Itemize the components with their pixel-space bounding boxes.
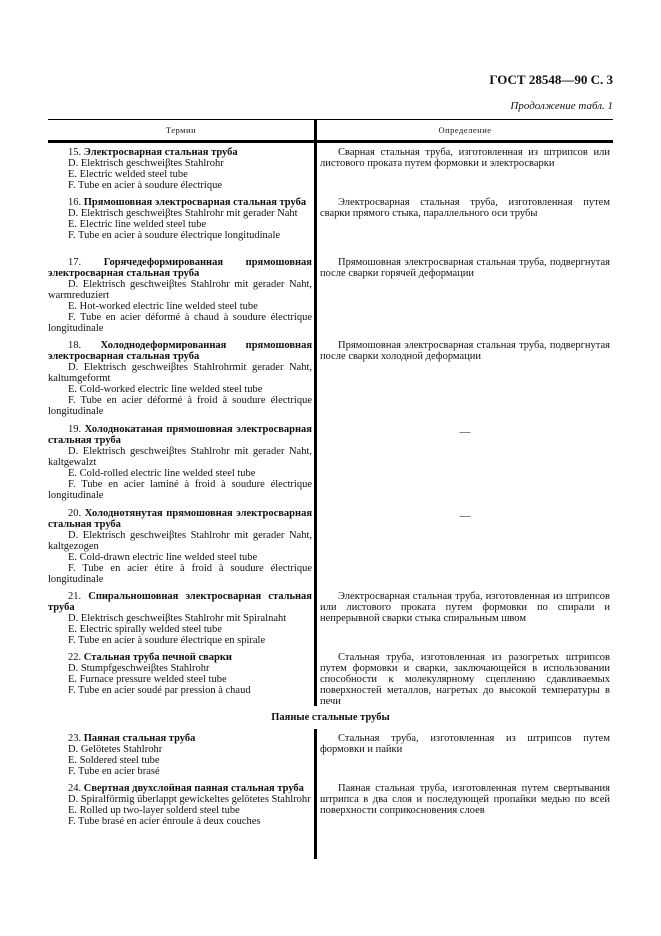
header-bottom-rule [48,140,613,143]
term-cell [48,257,312,334]
column-divider [314,119,317,706]
term-translation-d: D. Elektrisch geschweiβtes Stahlrohr mit Spiralnaht [68,613,287,624]
term-title [48,652,312,663]
term-translation-d: D. Elektrisch geschweiβtes Stahlrohr mit gerader Naht [68,208,298,219]
term-translation-f: F. Tube brasé en acier énroule à deux couches [68,816,261,827]
term-translation-d: D. Gelötetes Stahlrohr [68,744,163,755]
definition-cell: Сварная стальная труба, изготовленная из штрипсов или листового проката путем формовки и электросварки [320,147,610,169]
term-number: 23. [68,733,82,744]
term-title [48,147,312,158]
term-title [48,508,312,530]
term-translation-f: F. Tube en acier à soudure électrique longitudinale [68,230,281,241]
term-cell [48,197,312,241]
term-translation-e: E. Hot-worked electric line welded steel tube [68,301,258,312]
term-number: 21. [68,591,82,602]
term-title [48,783,312,794]
term-number: 22. [68,652,82,663]
definition-cell: — [459,426,471,438]
term-number: 18. [68,340,82,351]
document-id: ГОСТ 28548—90 С. 3 [489,72,613,87]
term-translation-d: D. Elektrisch geschweiβtes Stahlrohr mit gerader Naht, kaltgewalzt [48,446,312,468]
term-title [48,591,312,613]
term-translation-e: E. Electric line welded steel tube [68,219,207,230]
term-translation-e: E. Rolled up two-layer solderd steel tube [68,805,240,816]
term-title [48,340,312,362]
term-translation-d: D. Spiralförmig überlappt gewickeltes gelötetes Stahlrohr [68,794,311,805]
term-number: 24. [68,783,82,794]
term-translation-f: F. Tube en acier à soudure électrique [68,180,222,191]
term-cell [48,508,312,585]
definition-cell: Стальная труба, изготовленная из штрипсов путем формовки и пайки [320,733,610,755]
term-translation-e: E. Cold-rolled electric line welded steel tube [68,468,256,479]
term-title [48,197,312,208]
column-header-definition: Определение [438,125,492,135]
term-title [48,424,312,446]
term-translation-d: D. Elektrisch geschweiβtes Stahlrohrmit gerader Naht, kaltumgeformt [48,362,312,384]
term-number: 15. [68,147,82,158]
section-title: Паяные стальные трубы [271,712,390,723]
term-name: Спиральношовная электросварная стальная труба [48,591,312,613]
term-number: 16. [68,197,82,208]
term-translation-e: E. Furnace pressure welded steel tube [68,674,227,685]
term-translation-f: F. Tube en acier à soudure électrique en spirale [68,635,266,646]
term-cell [48,652,312,696]
definition-cell: Стальная труба, изготовленная из разогретых штрипсов путем формовки и сварки, заключающейся в использовании способности к молекулярному сцеплению сдавливаемых поверхностей металлов, нагретых до высокой температуры в печи [320,652,610,707]
definition-cell: Прямошовная электросварная стальная труба, подвергнутая после сварки холодной деформации [320,340,610,362]
term-cell [48,424,312,501]
term-translation-d: D. Stumpfgeschweiβtes Stahlrohr [68,663,210,674]
term-translation-f: F. Tube en acier laminé à froid à soudure électrique longitudinale [48,479,312,501]
term-name: Холоднодеформированная прямошовная электросварная стальная труба [48,340,312,362]
term-translation-d: D. Elektrisch geschweiβtes Stahlrohr [68,158,224,169]
term-translation-e: E. Cold-worked electric line welded steel tube [68,384,263,395]
term-title [48,257,312,279]
term-translation-e: E. Soldered steel tube [68,755,160,766]
term-translation-f: F. Tube en acier étire à froid à soudure électrique longitudinale [48,563,312,585]
term-title [48,733,312,744]
term-translation-e: E. Electric spirally welded steel tube [68,624,222,635]
term-name: Прямошовная электросварная стальная труба [83,197,307,208]
term-cell [48,147,312,191]
term-translation-f: F. Tube en acier soudé par pression à chaud [68,685,251,696]
term-cell [48,340,312,417]
term-number: 19. [68,424,82,435]
definition-cell: Прямошовная электросварная стальная труба, подвергнутая после сварки горячей деформации [320,257,610,279]
term-name: Холоднокатаная прямошовная электросварная стальная труба [48,424,312,446]
column-header-term: Термин [165,125,197,135]
term-translation-f: F. Tube en acier déformé à froid à soudure électrique longitudinale [48,395,312,417]
term-name: Стальная труба печной сварки [83,652,232,663]
term-name: Горячедеформированная прямошовная электросварная стальная труба [48,257,312,279]
column-divider [314,729,317,859]
term-name: Холоднотянутая прямошовная электросварная стальная труба [48,508,312,530]
term-cell [48,733,312,777]
term-translation-e: E. Electric welded steel tube [68,169,188,180]
definition-cell: — [459,510,471,522]
term-translation-f: F. Tube en acier brasé [68,766,160,777]
table-continuation-label: Продолжение табл. 1 [510,100,613,112]
term-number: 17. [68,257,82,268]
definition-cell: Паяная стальная труба, изготовленная путем свертывания штрипса в два слоя и последующей пропайки медью по всей поверхности соприкосновения слоев [320,783,610,816]
term-name: Электросварная стальная труба [83,147,238,158]
term-cell [48,783,312,827]
table-top-rule [48,119,613,120]
term-name: Свертная двухслойная паяная стальная труба [83,783,304,794]
term-translation-d: D. Elektrisch geschweiβtes Stahlrohr mit gerader Naht, kaltgezogen [48,530,312,552]
term-translation-e: E. Cold-drawn electric line welded steel tube [68,552,258,563]
definition-cell: Электросварная стальная труба, изготовленная из штрипсов или листового проката путем формовки по спирали и непрерывной сварки стыка спиральным швом [320,591,610,624]
term-cell [48,591,312,646]
term-number: 20. [68,508,82,519]
term-translation-d: D. Elektrisch geschweiβtes Stahlrohr mit gerader Naht, warmreduziert [48,279,312,301]
term-name: Паяная стальная труба [83,733,196,744]
definition-cell: Электросварная стальная труба, изготовленная путем сварки прямого стыка, параллельного оси трубы [320,197,610,219]
term-translation-f: F. Tube en acier déformé à chaud à soudure électrique longitudinale [48,312,312,334]
